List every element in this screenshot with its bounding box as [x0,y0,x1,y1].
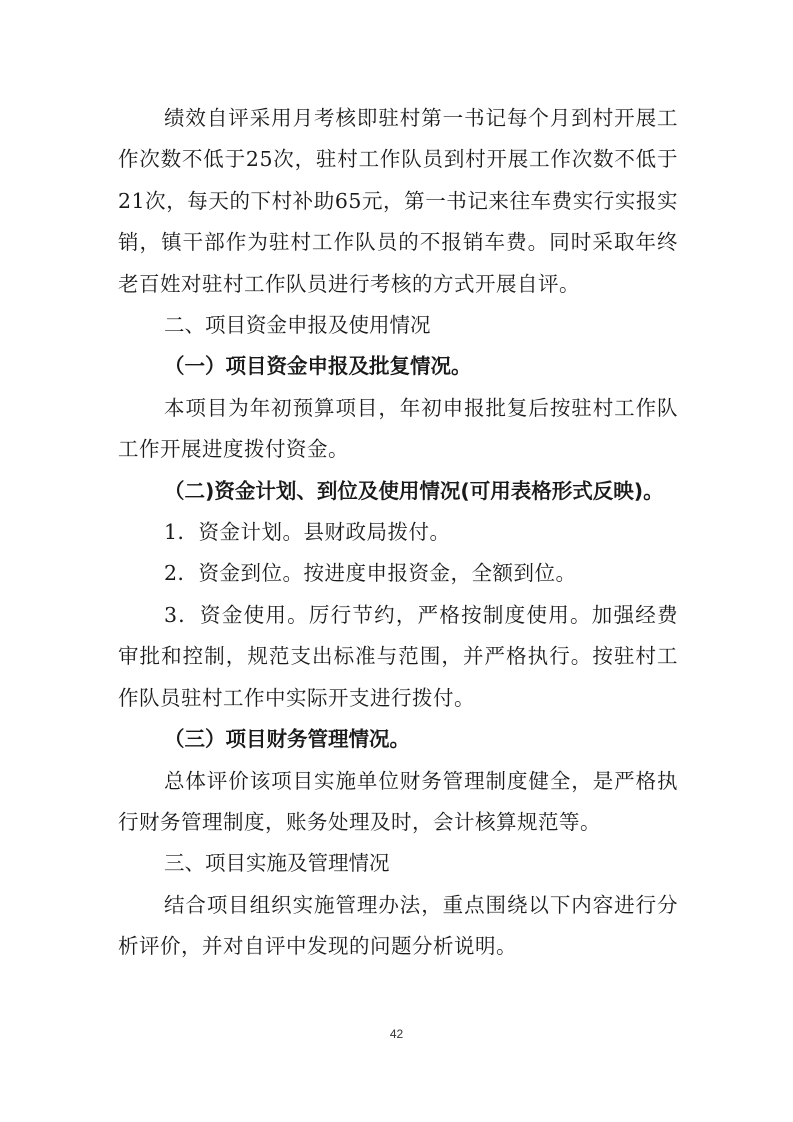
body-text [118,98,678,968]
subheading-2-2: （二)资金计划、到位及使用情况(可用表格形式反映)。 [164,478,664,503]
paragraph-self-evaluation: 绩效自评采用月考核即驻村第一书记每个月到村开展工作次数不低于25次，驻村工作队员到村开展工作次数不低于21次，每天的下村补助65元，第一书记来往车费实行实报实销，镇干部作为驻村工作队员的不报销车费。同时采取年终老百姓对驻村工作队员进行考核的方式开展自评。 [118,106,678,296]
subheading-2-3: （三）项目财务管理情况。 [164,727,410,752]
section-heading-3: 三、项目实施及管理情况 [164,851,390,876]
paragraph-financial-management: 总体评价该项目实施单位财务管理制度健全，是严格执行财务管理制度，账务处理及时，会计核算规范等。 [118,768,678,834]
subheading-2-1: （一）项目资金申报及批复情况。 [164,354,472,379]
list-item-fund-plan: 1．资金计划。县财政局拨付。 [164,520,451,545]
section-heading-2: 二、项目资金申报及使用情况 [164,313,431,338]
page-number: 42 [389,1027,404,1041]
list-item-fund-usage: 3．资金使用。厉行节约，严格按制度使用。加强经费审批和控制，规范支出标准与范围，并严格执行。按驻村工作队员驻村工作中实际开支进行拨付。 [118,602,678,710]
paragraph-fund-application: 本项目为年初预算项目，年初申报批复后按驻村工作队工作开展进度拨付资金。 [118,395,678,462]
list-item-fund-arrival: 2．资金到位。按进度申报资金，全额到位。 [164,561,577,586]
paragraph-implementation: 结合项目组织实施管理办法，重点围绕以下内容进行分析评价，并对自评中发现的问题分析说明。 [118,892,678,959]
